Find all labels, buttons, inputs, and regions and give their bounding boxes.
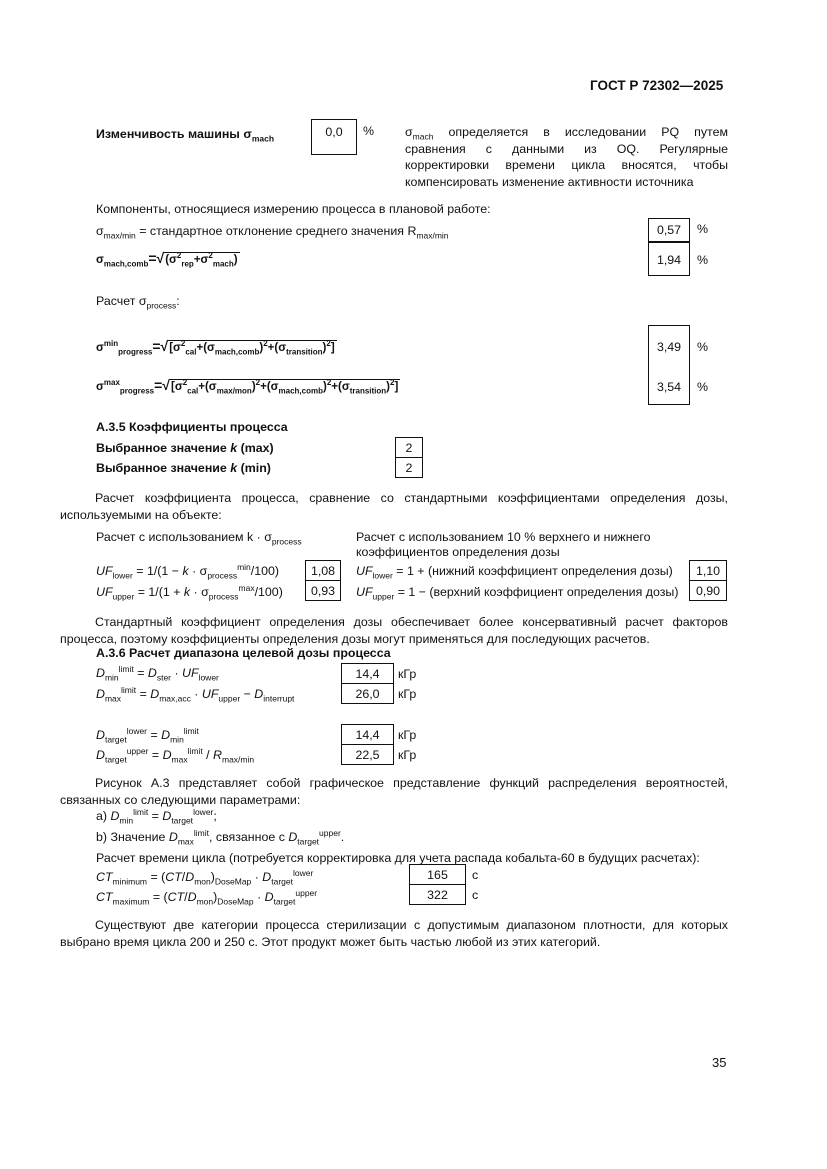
unit-percent: % [363,124,375,138]
uf-left-heading: Расчет с использованием $k \cdot \sigma_{process}$ [96,530,302,547]
cycle-intro: Расчет времени цикла (потребуется корректировка для учета распада кобальта-60 в будущих расчетах): [96,851,700,865]
sigma-progress-min-value: 3,49 [656,340,682,354]
sigma-progress-max-value: 3,54 [656,380,682,394]
process-calc-label: Расчет $\sigma_{process}$: [96,294,180,311]
unit-percent: % [697,253,709,267]
uf-right-heading-1: Расчет с использованием 10 % верхнего и нижнего [356,530,651,544]
uf-lower-right-formula: $UF_{lower} = 1$ + (нижний коэффициент определения дозы) [356,564,673,581]
k-min-value: 2 [395,457,423,478]
d-min-limit-formula: $D_{min}^{limit} = D_{ster} \cdot UF_{lower}$ [96,663,219,683]
ct-minimum-value: 165 [409,864,466,885]
d-max-limit-value: 26,0 [341,683,394,704]
sigma-progress-box [648,325,690,405]
d-target-lower-value: 14,4 [341,724,394,745]
ct-minimum-formula: $CT_{minimum} = (CT/D_{mon})_{DoseMap} \cdot D_{target}^{lower}$ [96,867,314,887]
uf-lower-left-formula: $UF_{lower} = 1/(1 - k \cdot \sigma_{process}^{min}/100)$ [96,561,280,581]
machine-variability-label: Изменчивость машины $\sigma_{mach}$ [96,127,275,144]
unit-percent: % [697,380,709,394]
unit-kgy: кГр [398,748,417,762]
d-max-limit-formula: $D_{max}^{limit} = D_{max,acc} \cdot UF_{upper} - D_{interrupt}$ [96,684,295,704]
d-target-upper-value: 22,5 [341,744,394,765]
uf-lower-left-value: 1,08 [305,560,341,581]
uf-intro: Расчет коэффициента процесса, сравнение со стандартными коэффициентами определения дозы, используемыми на объекте: [60,491,728,522]
figure-note: Рисунок А.3 представляет собой графическое представление функций распределения вероятностей, связанных со следующими параметрами: [60,776,728,807]
item-a: a) $D_{min}^{limit} = D_{target}^{lower}$; [96,806,217,826]
uf-upper-right-formula: $UF_{upper} = 1$ − (верхний коэффициент определения дозы) [356,585,679,602]
uf-upper-right-value: 0,90 [689,580,727,601]
d-target-lower-formula: $D_{target}^{lower} = D_{min}^{limit}$ [96,725,199,745]
ct-maximum-value: 322 [409,884,466,905]
sigma-progress-min-formula: $\sigma^{min}_{progress}=√[\sigma^2_{cal}+(\sigma_{mach,comb})^2+(\sigma_{transition})^2]$ [96,338,335,357]
k-min-label: Выбранное значение k (min) [96,461,271,475]
unit-percent: % [697,340,709,354]
item-b: b) Значение $D_{max}^{limit}$, связанное с $D_{target}^{upper}$. [96,827,345,847]
uf-upper-left-formula: $UF_{upper} = 1/(1 + k \cdot \sigma_{process}^{max}/100)$ [96,582,283,602]
sigma-maxmin-value: 0,57 [648,218,690,242]
uf-upper-left-value: 0,93 [305,580,341,601]
sigma-maxmin-definition: $\sigma_{max/min}$ = стандартное отклонение среднего значения $R_{max/min}$ [96,224,449,241]
uf-right-heading-2: коэффициентов определения дозы [356,545,560,559]
page-number: 35 [712,1055,727,1070]
section-a35-title: А.3.5 Коэффициенты процесса [96,420,288,434]
machine-note: $\sigma_{mach}$ определяется в исследовании PQ путем сравнения с данными из OQ. Регулярные корректировки времени цикла вносятся, чтобы компенсировать изменение активности источника [405,125,728,189]
k-max-value: 2 [395,437,423,458]
ct-maximum-formula: $CT_{maximum} = (CT/D_{mon})_{DoseMap} \cdot D_{target}^{upper}$ [96,887,318,907]
document-header: ГОСТ Р 72302—2025 [590,78,724,93]
machine-variability-value: 0,0 [311,119,357,155]
unit-kgy: кГр [398,667,417,681]
d-target-upper-formula: $D_{target}^{upper} = D_{max}^{limit} / R_{max/min}$ [96,745,255,765]
section-a36-title: А.3.6 Расчет диапазона целевой дозы процесса [96,646,391,660]
uf-lower-right-value: 1,10 [689,560,727,581]
k-max-label: Выбранное значение k (max) [96,441,274,455]
unit-kgy: кГр [398,687,417,701]
sigma-comb-formula: $\sigma_{mach,comb}=√(\sigma^2_{rep}+\sigma^2_{mach})$ [96,250,238,269]
d-min-limit-value: 14,4 [341,663,394,684]
unit-percent: % [697,222,709,236]
unit-seconds: с [472,888,479,902]
components-intro: Компоненты, относящиеся измерению процесса в плановой работе: [96,202,491,216]
sigma-progress-max-formula: $\sigma^{max}_{progress}=√[\sigma^2_{cal}+(\sigma_{max/mon})^2+(\sigma_{mach,comb})^2+(\sigma_{transition})^2]$ [96,377,399,396]
unit-kgy: кГр [398,728,417,742]
sigma-comb-value: 1,94 [648,242,690,276]
final-note: Существуют две категории процесса стерилизации с допустимым диапазоном плотности, для которых выбрано время цикла 200 и 250 с. Этот продукт может быть частью любой из этих категорий. [60,918,728,949]
standard-note: Стандартный коэффициент определения дозы обеспечивает более консервативный расчет факторов процесса, поэтому коэффициенты определения дозы могут применяться для последующих расчетов. [60,615,728,646]
unit-seconds: с [472,868,479,882]
